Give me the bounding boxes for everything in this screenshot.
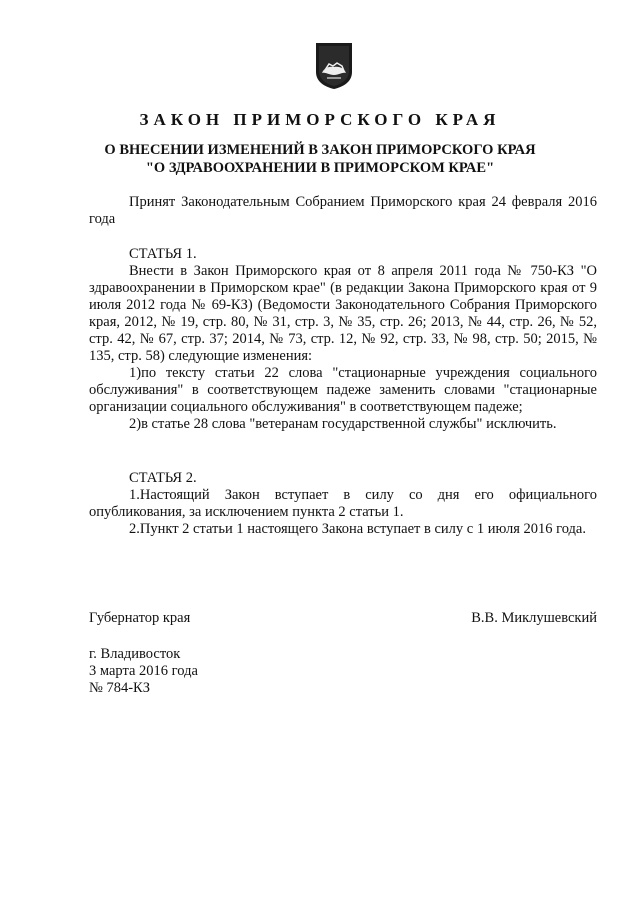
document-footer (89, 646, 198, 697)
article-2 (89, 470, 597, 538)
primorsky-krai-coat-of-arms-icon (315, 42, 353, 90)
issue-city: г. Владивосток (89, 646, 181, 662)
law-subtitle-line-1: О ВНЕСЕНИИ ИЗМЕНЕНИЙ В ЗАКОН ПРИМОРСКОГО КРАЯ (104, 142, 536, 158)
article-1-item-2: 2)в статье 28 слова "ветеранам государственной службы" исключить. (129, 416, 557, 432)
law-subtitle (0, 141, 640, 177)
article-2-item-2: 2.Пункт 2 статьи 1 настоящего Закона вступает в силу с 1 июля 2016 года. (129, 521, 586, 537)
article-2-heading: СТАТЬЯ 2. (129, 470, 197, 486)
signatory-position: Губернатор края (89, 610, 191, 626)
issue-date: 3 марта 2016 года (89, 663, 198, 679)
signatory-name: В.В. Миклушевский (471, 610, 597, 626)
adoption-text: Принят Законодательным Собранием Приморского края 24 февраля 2016 года (89, 194, 597, 227)
article-1-heading: СТАТЬЯ 1. (129, 246, 197, 262)
law-number: № 784-КЗ (89, 680, 150, 696)
adoption-statement (89, 194, 597, 228)
article-1-intro: Внести в Закон Приморского края от 8 апреля 2011 года № 750-КЗ "О здравоохранении в Приморском крае" (в редакции Закона Приморского края от 9 июля 2012 года № 69-КЗ) (Ведомости Законодательного Собрания Приморского края, 2012, № 19, стр. 80, № 31, стр. 3, № 35, стр. 26; 2013, № 44, стр. 26, № 52, стр. 42, № 67, стр. 37; 2014, № 73, стр. 12, № 92, стр. 33, № 98, стр. 50; 2015, № 135, стр. 58) следующие изменения: (89, 263, 597, 364)
article-2-item-1: 1.Настоящий Закон вступает в силу со дня его официального опубликования, за исключением пункта 2 статьи 1. (89, 487, 597, 520)
article-1-item-1: 1)по тексту статьи 22 слова "стационарные учреждения социального обслуживания" в соответствующем падеже заменить словами "стационарные организации социального обслуживания" в соответствующем падеже; (89, 365, 597, 415)
law-title: ЗАКОН ПРИМОРСКОГО КРАЯ (139, 110, 501, 129)
article-1 (89, 246, 597, 433)
law-subtitle-line-2: "О ЗДРАВООХРАНЕНИИ В ПРИМОРСКОМ КРАЕ" (145, 160, 495, 176)
